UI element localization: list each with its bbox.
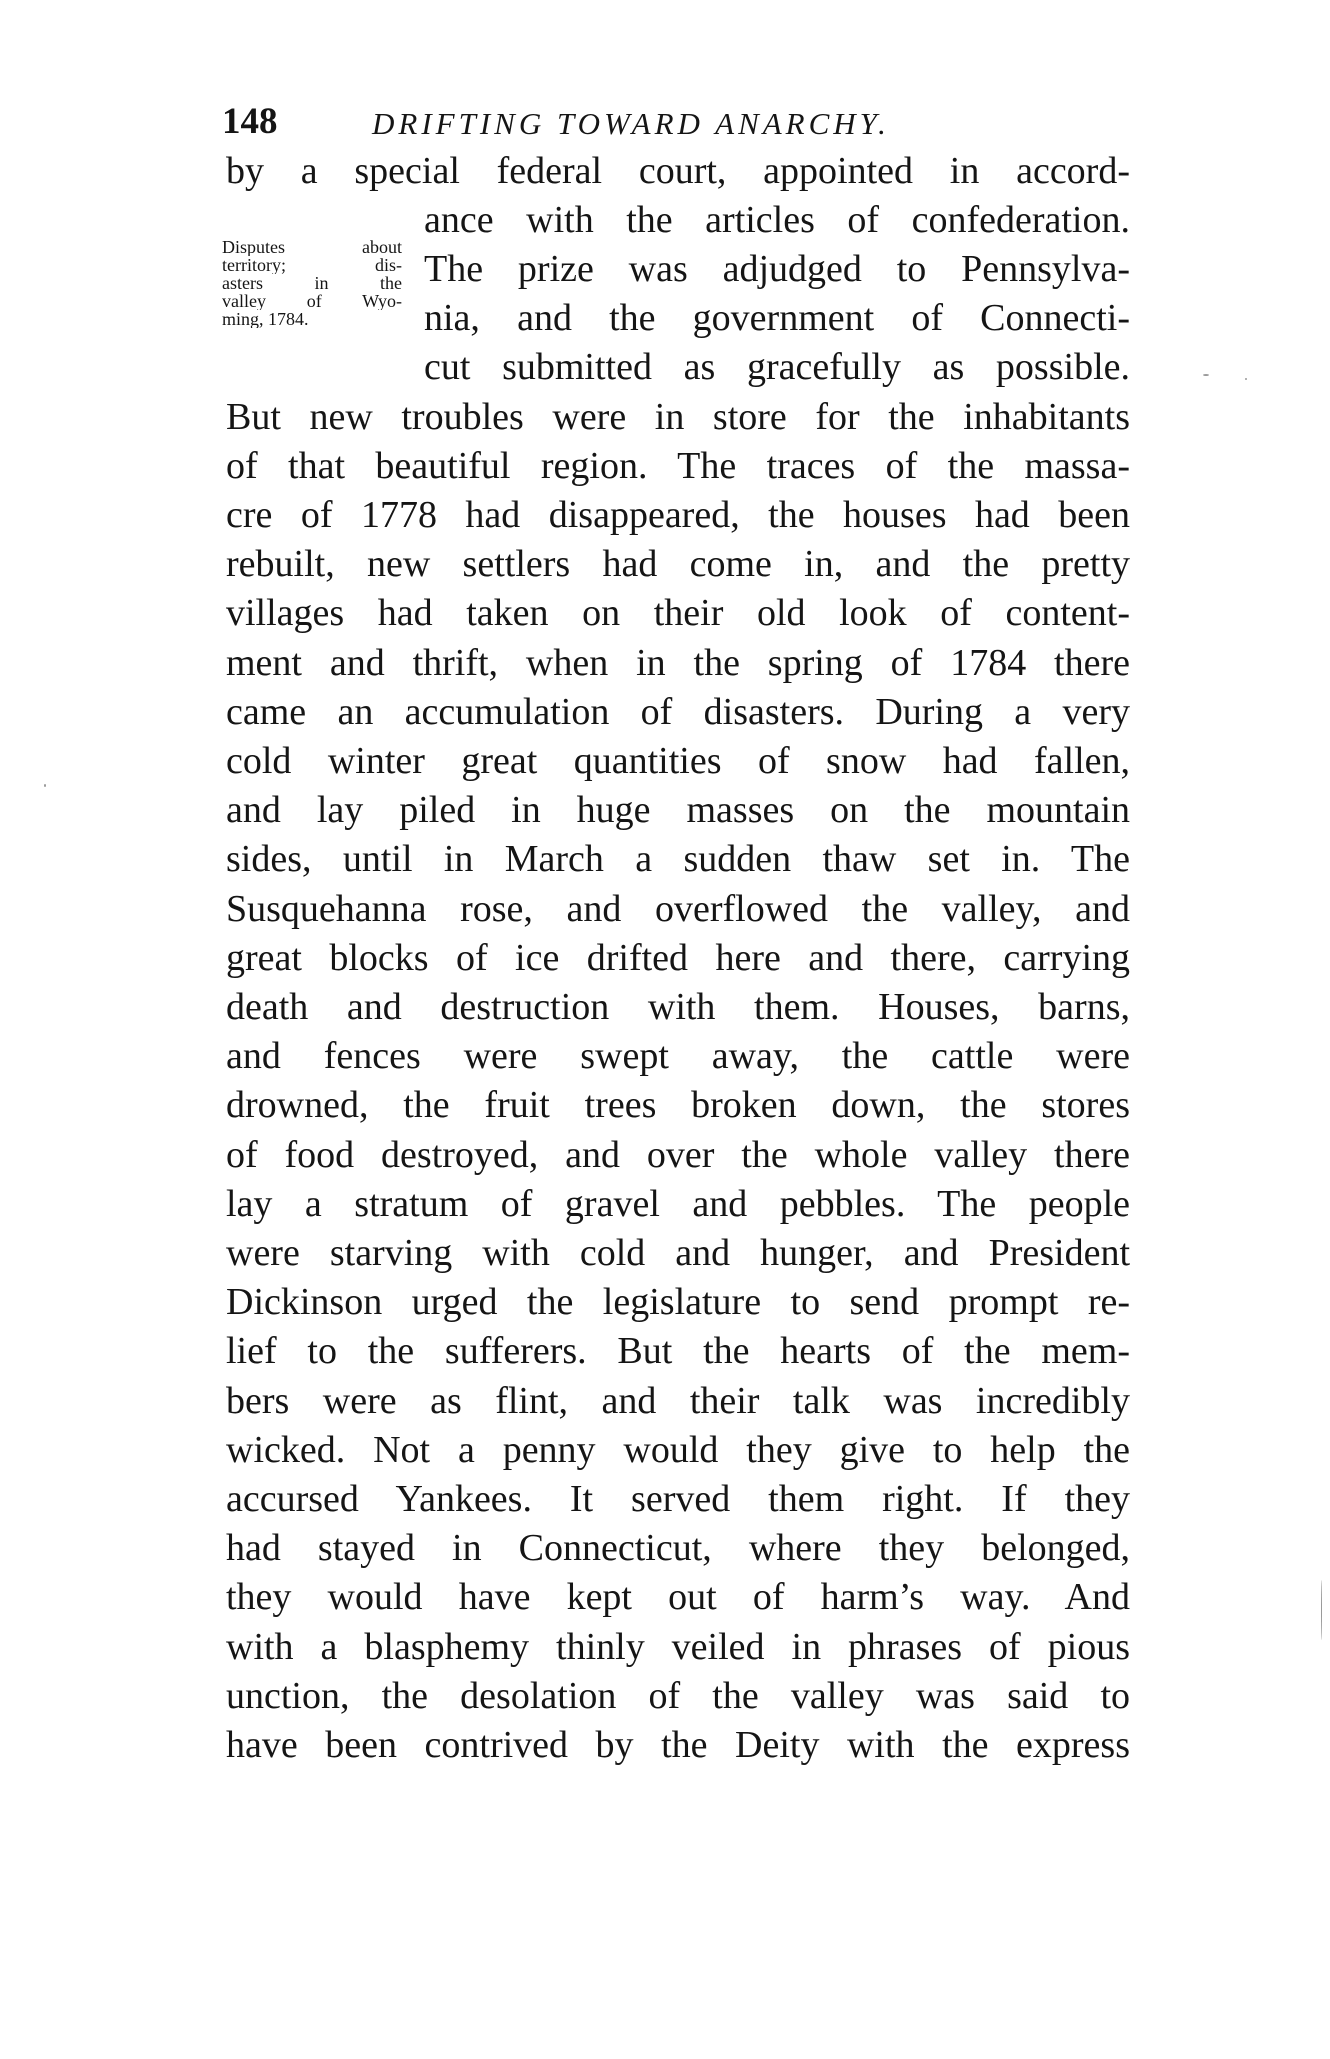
margin-note-line: territory; dis- [222, 256, 402, 274]
text-line: they would have kept out of harm’s way. And [226, 1576, 1130, 1618]
text-line: bers were as flint, and their talk was incredibly [226, 1380, 1130, 1422]
margin-note-line: Disputes about [222, 238, 402, 256]
text-line: accursed Yankees. It served them right. If they [226, 1478, 1130, 1520]
text-line: sides, until in March a sudden thaw set in. The [226, 838, 1130, 880]
text-line: had stayed in Connecticut, where they belonged, [226, 1527, 1130, 1569]
text-line: Dickinson urged the legislature to send prompt re- [226, 1281, 1130, 1323]
text-line: and lay piled in huge masses on the mountain [226, 789, 1130, 831]
text-line: cut submitted as gracefully as possible. [424, 346, 1130, 388]
margin-note-line: asters in the [222, 274, 402, 292]
text-line: rebuilt, new settlers had come in, and the pretty [226, 543, 1130, 585]
page-header [222, 100, 1142, 150]
text-line: and fences were swept away, the cattle were [226, 1035, 1130, 1077]
text-line: nia, and the government of Connecti- [424, 297, 1130, 339]
text-line: ance with the articles of confederation. [424, 199, 1130, 241]
text-line: have been contrived by the Deity with the express [226, 1724, 1130, 1766]
speck [44, 784, 46, 787]
text-line: cre of 1778 had disappeared, the houses had been [226, 494, 1130, 536]
speck [1321, 1580, 1322, 1640]
text-line: drowned, the fruit trees broken down, the stores [226, 1084, 1130, 1126]
text-line: of that beautiful region. The traces of the massa- [226, 445, 1130, 487]
text-line: lief to the sufferers. But the hearts of the mem- [226, 1330, 1130, 1372]
speck [1245, 378, 1247, 380]
text-line: villages had taken on their old look of content- [226, 592, 1130, 634]
text-line: of food destroyed, and over the whole valley there [226, 1134, 1130, 1176]
text-line: unction, the desolation of the valley was said to [226, 1675, 1130, 1717]
text-line: lay a stratum of gravel and pebbles. The people [226, 1183, 1130, 1225]
text-line: cold winter great quantities of snow had fallen, [226, 740, 1130, 782]
text-line: The prize was adjudged to Pennsylva- [424, 248, 1130, 290]
margin-note-line: valley of Wyo- [222, 292, 402, 310]
text-line: came an accumulation of disasters. During a very [226, 691, 1130, 733]
text-line: great blocks of ice drifted here and there, carrying [226, 937, 1130, 979]
margin-note-line: ming, 1784. [222, 310, 309, 328]
text-line: wicked. Not a penny would they give to help the [226, 1429, 1130, 1471]
page-number: 148 [222, 101, 278, 142]
running-head: DRIFTING TOWARD ANARCHY. [372, 106, 890, 141]
text-line: Susquehanna rose, and overflowed the valley, and [226, 888, 1130, 930]
text-line: But new troubles were in store for the inhabitants [226, 396, 1130, 438]
text-line: ment and thrift, when in the spring of 1784 there [226, 642, 1130, 684]
text-line: were starving with cold and hunger, and President [226, 1232, 1130, 1274]
text-line: with a blasphemy thinly veiled in phrases of pious [226, 1626, 1130, 1668]
margin-note [222, 238, 402, 328]
text-line: by a special federal court, appointed in accord- [226, 150, 1130, 192]
text-line: death and destruction with them. Houses, barns, [226, 986, 1130, 1028]
speck [1203, 374, 1209, 376]
